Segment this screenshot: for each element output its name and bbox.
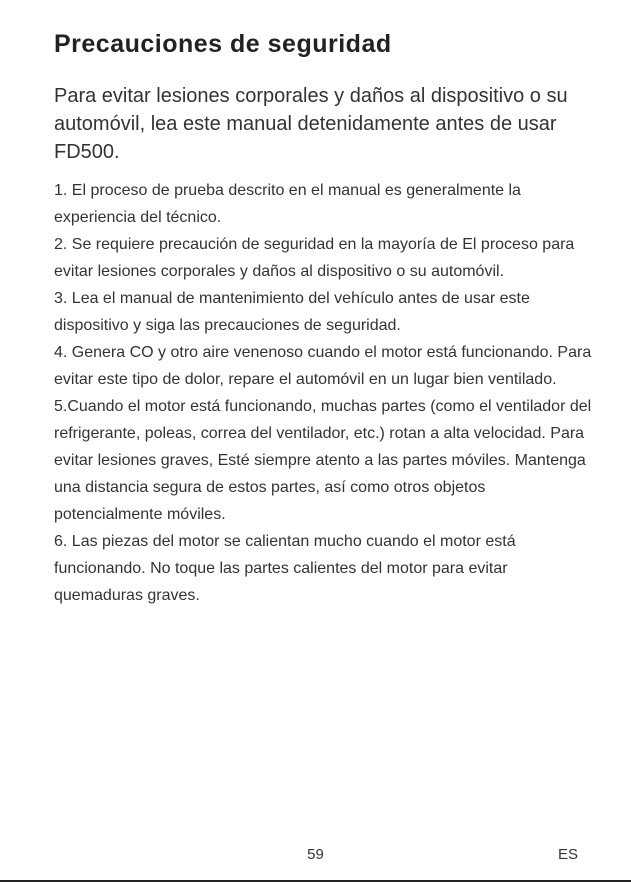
precautions-list (54, 177, 594, 609)
list-item: 3. Lea el manual de mantenimiento del vehículo antes de usar este dispositivo y siga las precauciones de seguridad. (54, 290, 530, 334)
list-item: 6. Las piezas del motor se calientan mucho cuando el motor está funcionando. No toque las partes calientes del motor para evitar quemaduras graves. (54, 533, 516, 604)
list-item: 5.Cuando el motor está funcionando, muchas partes (como el ventilador del refrigerante, poleas, correa del ventilador, etc.) rotan a alta velocidad. Para evitar lesiones graves, Esté siempre atento a las partes móviles. Mantenga una distancia segura de estos partes, así como otros objetos potencialmente móviles. (54, 398, 592, 523)
intro-paragraph: Para evitar lesiones corporales y daños al dispositivo o su automóvil, lea este manual detenidamente antes de usar FD500. (54, 85, 568, 163)
language-code: ES (557, 846, 578, 863)
page-number: 59 (307, 846, 324, 863)
list-item: 4. Genera CO y otro aire venenoso cuando el motor está funcionando. Para evitar este tipo de dolor, repare el automóvil en un lugar bien ventilado. (54, 344, 592, 388)
page-title: Precauciones de seguridad (54, 30, 392, 58)
list-item: 2. Se requiere precaución de seguridad en la mayoría de El proceso para evitar lesiones corporales y daños al dispositivo o su automóvil. (54, 236, 575, 280)
list-item: 1. El proceso de prueba descrito en el manual es generalmente la experiencia del técnico. (54, 182, 521, 226)
bottom-divider (0, 880, 631, 882)
